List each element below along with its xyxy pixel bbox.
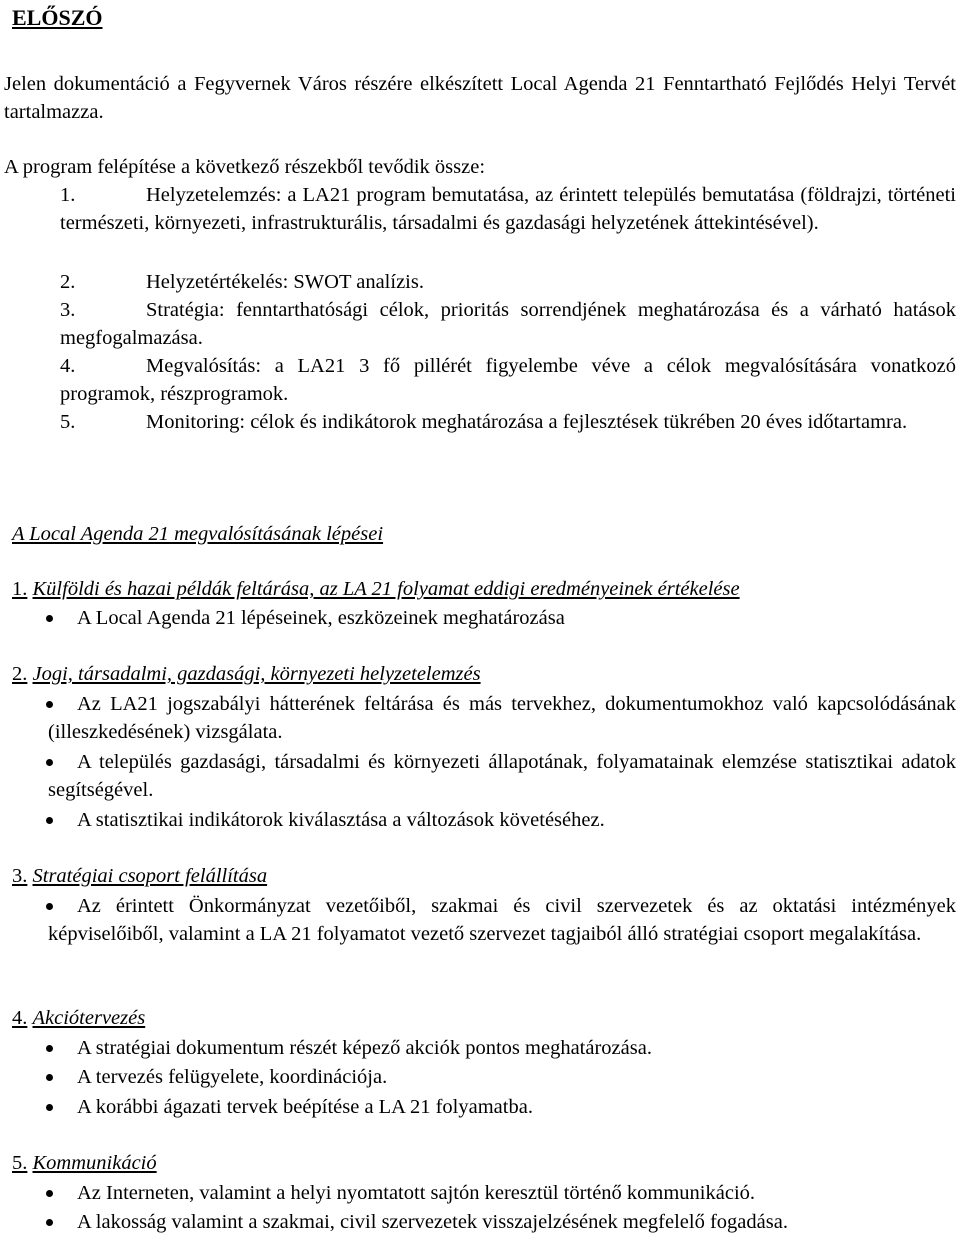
item-text: Megvalósítás: a LA21 3 fő pillérét figyelembe véve a célok megvalósítására vonatkozó programok, részprogramok. bbox=[60, 355, 956, 405]
bullet-text: Az érintett Önkormányzat vezetőiből, szakmai és civil szervezetek és az oktatási intézmények képviselőiből, valamint a LA 21 folyamatot vezető szervezet tagjaiból álló stratégiai csoport megalakítása. bbox=[48, 895, 956, 945]
bullet-text: A lakosság valamint a szakmai, civil szervezetek visszajelzésének megfelelő fogadása. bbox=[77, 1211, 788, 1233]
bullet-icon bbox=[46, 701, 53, 708]
steps-section-title: A Local Agenda 21 megvalósításának lépései bbox=[12, 523, 384, 545]
step-number: 2. bbox=[12, 663, 28, 685]
item-text: Stratégia: fenntarthatósági célok, prioritás sorrendjének meghatározása és a várható hatások megfogalmazása. bbox=[60, 299, 956, 349]
bullet-icon bbox=[46, 615, 53, 622]
step-title-text: Külföldi és hazai példák feltárása, az LA 21 folyamat eddigi eredményeinek értékelése bbox=[32, 578, 740, 600]
bullet-icon bbox=[46, 759, 53, 766]
step-title bbox=[12, 862, 267, 890]
bullet-item bbox=[48, 892, 956, 948]
bullet-item bbox=[48, 1179, 956, 1207]
program-item bbox=[60, 181, 956, 237]
bullet-item bbox=[48, 1208, 956, 1236]
program-lead: A program felépítése a következő részekből tevődik össze: bbox=[4, 156, 486, 178]
bullet-text: A tervezés felügyelete, koordinációja. bbox=[77, 1066, 388, 1088]
program-item bbox=[60, 268, 956, 296]
bullet-icon bbox=[46, 1074, 53, 1081]
program-item bbox=[60, 352, 956, 408]
bullet-icon bbox=[46, 1104, 53, 1111]
page-title: ELŐSZÓ bbox=[12, 5, 103, 30]
step-title bbox=[12, 1149, 157, 1177]
bullet-icon bbox=[46, 1219, 53, 1226]
bullet-text: A korábbi ágazati tervek beépítése a LA 21 folyamatba. bbox=[77, 1096, 533, 1118]
bullet-text: Az Interneten, valamint a helyi nyomtatott sajtón keresztül történő kommunikáció. bbox=[77, 1182, 756, 1204]
item-text: Helyzetértékelés: SWOT analízis. bbox=[146, 271, 424, 293]
bullet-text: A település gazdasági, társadalmi és környezeti állapotának, folyamatainak elemzése statisztikai adatok segítségével. bbox=[48, 751, 956, 801]
item-number: 1. bbox=[60, 184, 76, 206]
bullet-icon bbox=[46, 903, 53, 910]
item-number: 4. bbox=[60, 355, 76, 377]
intro-paragraph: Jelen dokumentáció a Fegyvernek Város részére elkészített Local Agenda 21 Fenntartható Fejlődés Helyi Tervét tartalmazza. bbox=[4, 73, 956, 123]
step-title-text: Stratégiai csoport felállítása bbox=[32, 865, 268, 887]
step-number: 1. bbox=[12, 578, 28, 600]
bullet-item bbox=[48, 1063, 956, 1091]
item-number: 3. bbox=[60, 299, 76, 321]
item-number: 2. bbox=[60, 271, 76, 293]
bullet-icon bbox=[46, 1190, 53, 1197]
bullet-item bbox=[48, 1093, 956, 1121]
step-title bbox=[12, 660, 481, 688]
step-title-text: Akciótervezés bbox=[32, 1007, 146, 1029]
step-number: 4. bbox=[12, 1007, 28, 1029]
step-title-text: Jogi, társadalmi, gazdasági, környezeti helyzetelemzés bbox=[32, 663, 481, 685]
step-number: 5. bbox=[12, 1152, 28, 1174]
bullet-item bbox=[48, 604, 956, 632]
bullet-item bbox=[48, 690, 956, 746]
bullet-icon bbox=[46, 817, 53, 824]
item-text: Monitoring: célok és indikátorok meghatározása a fejlesztések tükrében 20 éves időtartamra. bbox=[146, 411, 908, 433]
step-title-text: Kommunikáció bbox=[32, 1152, 157, 1174]
step-title bbox=[12, 1004, 145, 1032]
item-number: 5. bbox=[60, 411, 76, 433]
bullet-text: A stratégiai dokumentum részét képező akciók pontos meghatározása. bbox=[77, 1037, 652, 1059]
item-text: Helyzetelemzés: a LA21 program bemutatása, az érintett település bemutatása (földrajzi, történeti természeti, környezeti, infrastrukturális, társadalmi és gazdasági helyzetének áttekintésével). bbox=[60, 184, 956, 234]
bullet-text: A Local Agenda 21 lépéseinek, eszközeinek meghatározása bbox=[77, 607, 565, 629]
bullet-item bbox=[48, 748, 956, 804]
bullet-item bbox=[48, 1034, 956, 1062]
bullet-text: A statisztikai indikátorok kiválasztása a változások követéséhez. bbox=[77, 809, 605, 831]
bullet-item bbox=[48, 806, 956, 834]
step-number: 3. bbox=[12, 865, 28, 887]
bullet-text: Az LA21 jogszabályi hátterének feltárása és más tervekhez, dokumentumokhoz való kapcsolódásának (illeszkedésének) vizsgálata. bbox=[48, 693, 956, 743]
program-item bbox=[60, 296, 956, 352]
bullet-icon bbox=[46, 1045, 53, 1052]
program-item bbox=[60, 408, 956, 436]
step-title bbox=[12, 575, 740, 603]
